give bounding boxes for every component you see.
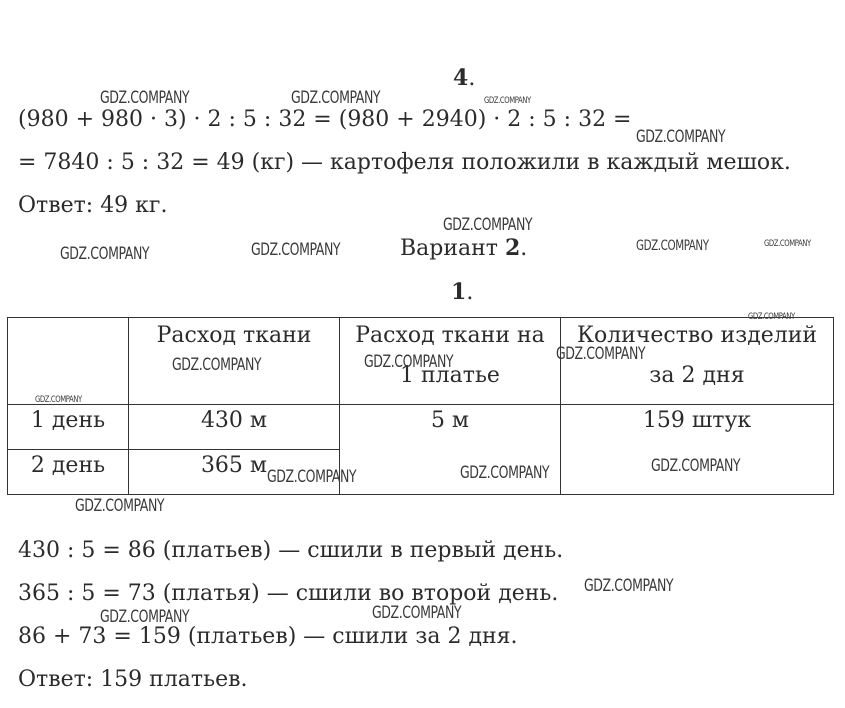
watermark: GDZ.COMPANY <box>251 240 341 260</box>
table-header-empty <box>8 318 129 405</box>
watermark: GDZ.COMPANY <box>60 244 150 264</box>
table-header-items: Количество изделий за 2 дня <box>561 318 834 405</box>
table-cell-per-dress: 5 м <box>340 405 561 495</box>
watermark: GDZ.COMPANY <box>460 463 550 483</box>
task4-answer: Ответ: 49 кг. <box>18 193 168 218</box>
watermark: GDZ.COMPANY <box>584 576 674 596</box>
task4-line1: (980 + 980 · 3) · 2 : 5 : 32 = (980 + 2940) · 2 : 5 : 32 = <box>18 107 632 132</box>
task4-line2: = 7840 : 5 : 32 = 49 (кг) — картофеля положили в каждый мешок. <box>18 150 791 175</box>
table-cell-fabric: 430 м <box>129 405 340 450</box>
watermark: GDZ.COMPANY <box>291 88 381 108</box>
table-cell-day: 2 день <box>8 450 129 495</box>
watermark: GDZ.COMPANY <box>636 238 709 254</box>
watermark: GDZ.COMPANY <box>172 355 262 375</box>
watermark: GDZ.COMPANY <box>636 127 726 147</box>
table-cell-fabric: 365 м <box>129 450 340 495</box>
watermark: GDZ.COMPANY <box>100 607 190 627</box>
watermark: GDZ.COMPANY <box>364 352 454 372</box>
watermark: GDZ.COMPANY <box>764 239 811 249</box>
table-row <box>8 405 834 450</box>
watermark: GDZ.COMPANY <box>651 456 741 476</box>
watermark: GDZ.COMPANY <box>556 344 646 364</box>
table-header-fabric: Расход ткани <box>129 318 340 405</box>
watermark: GDZ.COMPANY <box>443 215 533 235</box>
task1-number: 1. <box>451 279 474 305</box>
watermark: GDZ.COMPANY <box>100 88 190 108</box>
watermark: GDZ.COMPANY <box>267 467 357 487</box>
solution-line-2: 365 : 5 = 73 (платья) — сшили во второй день. <box>18 581 559 606</box>
solution-line-3: 86 + 73 = 159 (платьев) — сшили за 2 дня. <box>18 624 518 649</box>
table-cell-day: 1 день <box>8 405 129 450</box>
solution-line-1: 430 : 5 = 86 (платьев) — сшили в первый день. <box>18 538 564 563</box>
table-cell-total-items: 159 штук <box>561 405 834 495</box>
watermark: GDZ.COMPANY <box>35 395 82 405</box>
task4-number: 4. <box>453 65 476 91</box>
watermark: GDZ.COMPANY <box>372 603 462 623</box>
watermark: GDZ.COMPANY <box>484 96 531 106</box>
task1-answer: Ответ: 159 платьев. <box>18 667 248 692</box>
watermark: GDZ.COMPANY <box>75 496 165 516</box>
variant-heading: Вариант 2. <box>400 235 528 261</box>
table-header-per-dress: Расход ткани на 1 платье <box>340 318 561 405</box>
watermark: GDZ.COMPANY <box>748 312 795 322</box>
